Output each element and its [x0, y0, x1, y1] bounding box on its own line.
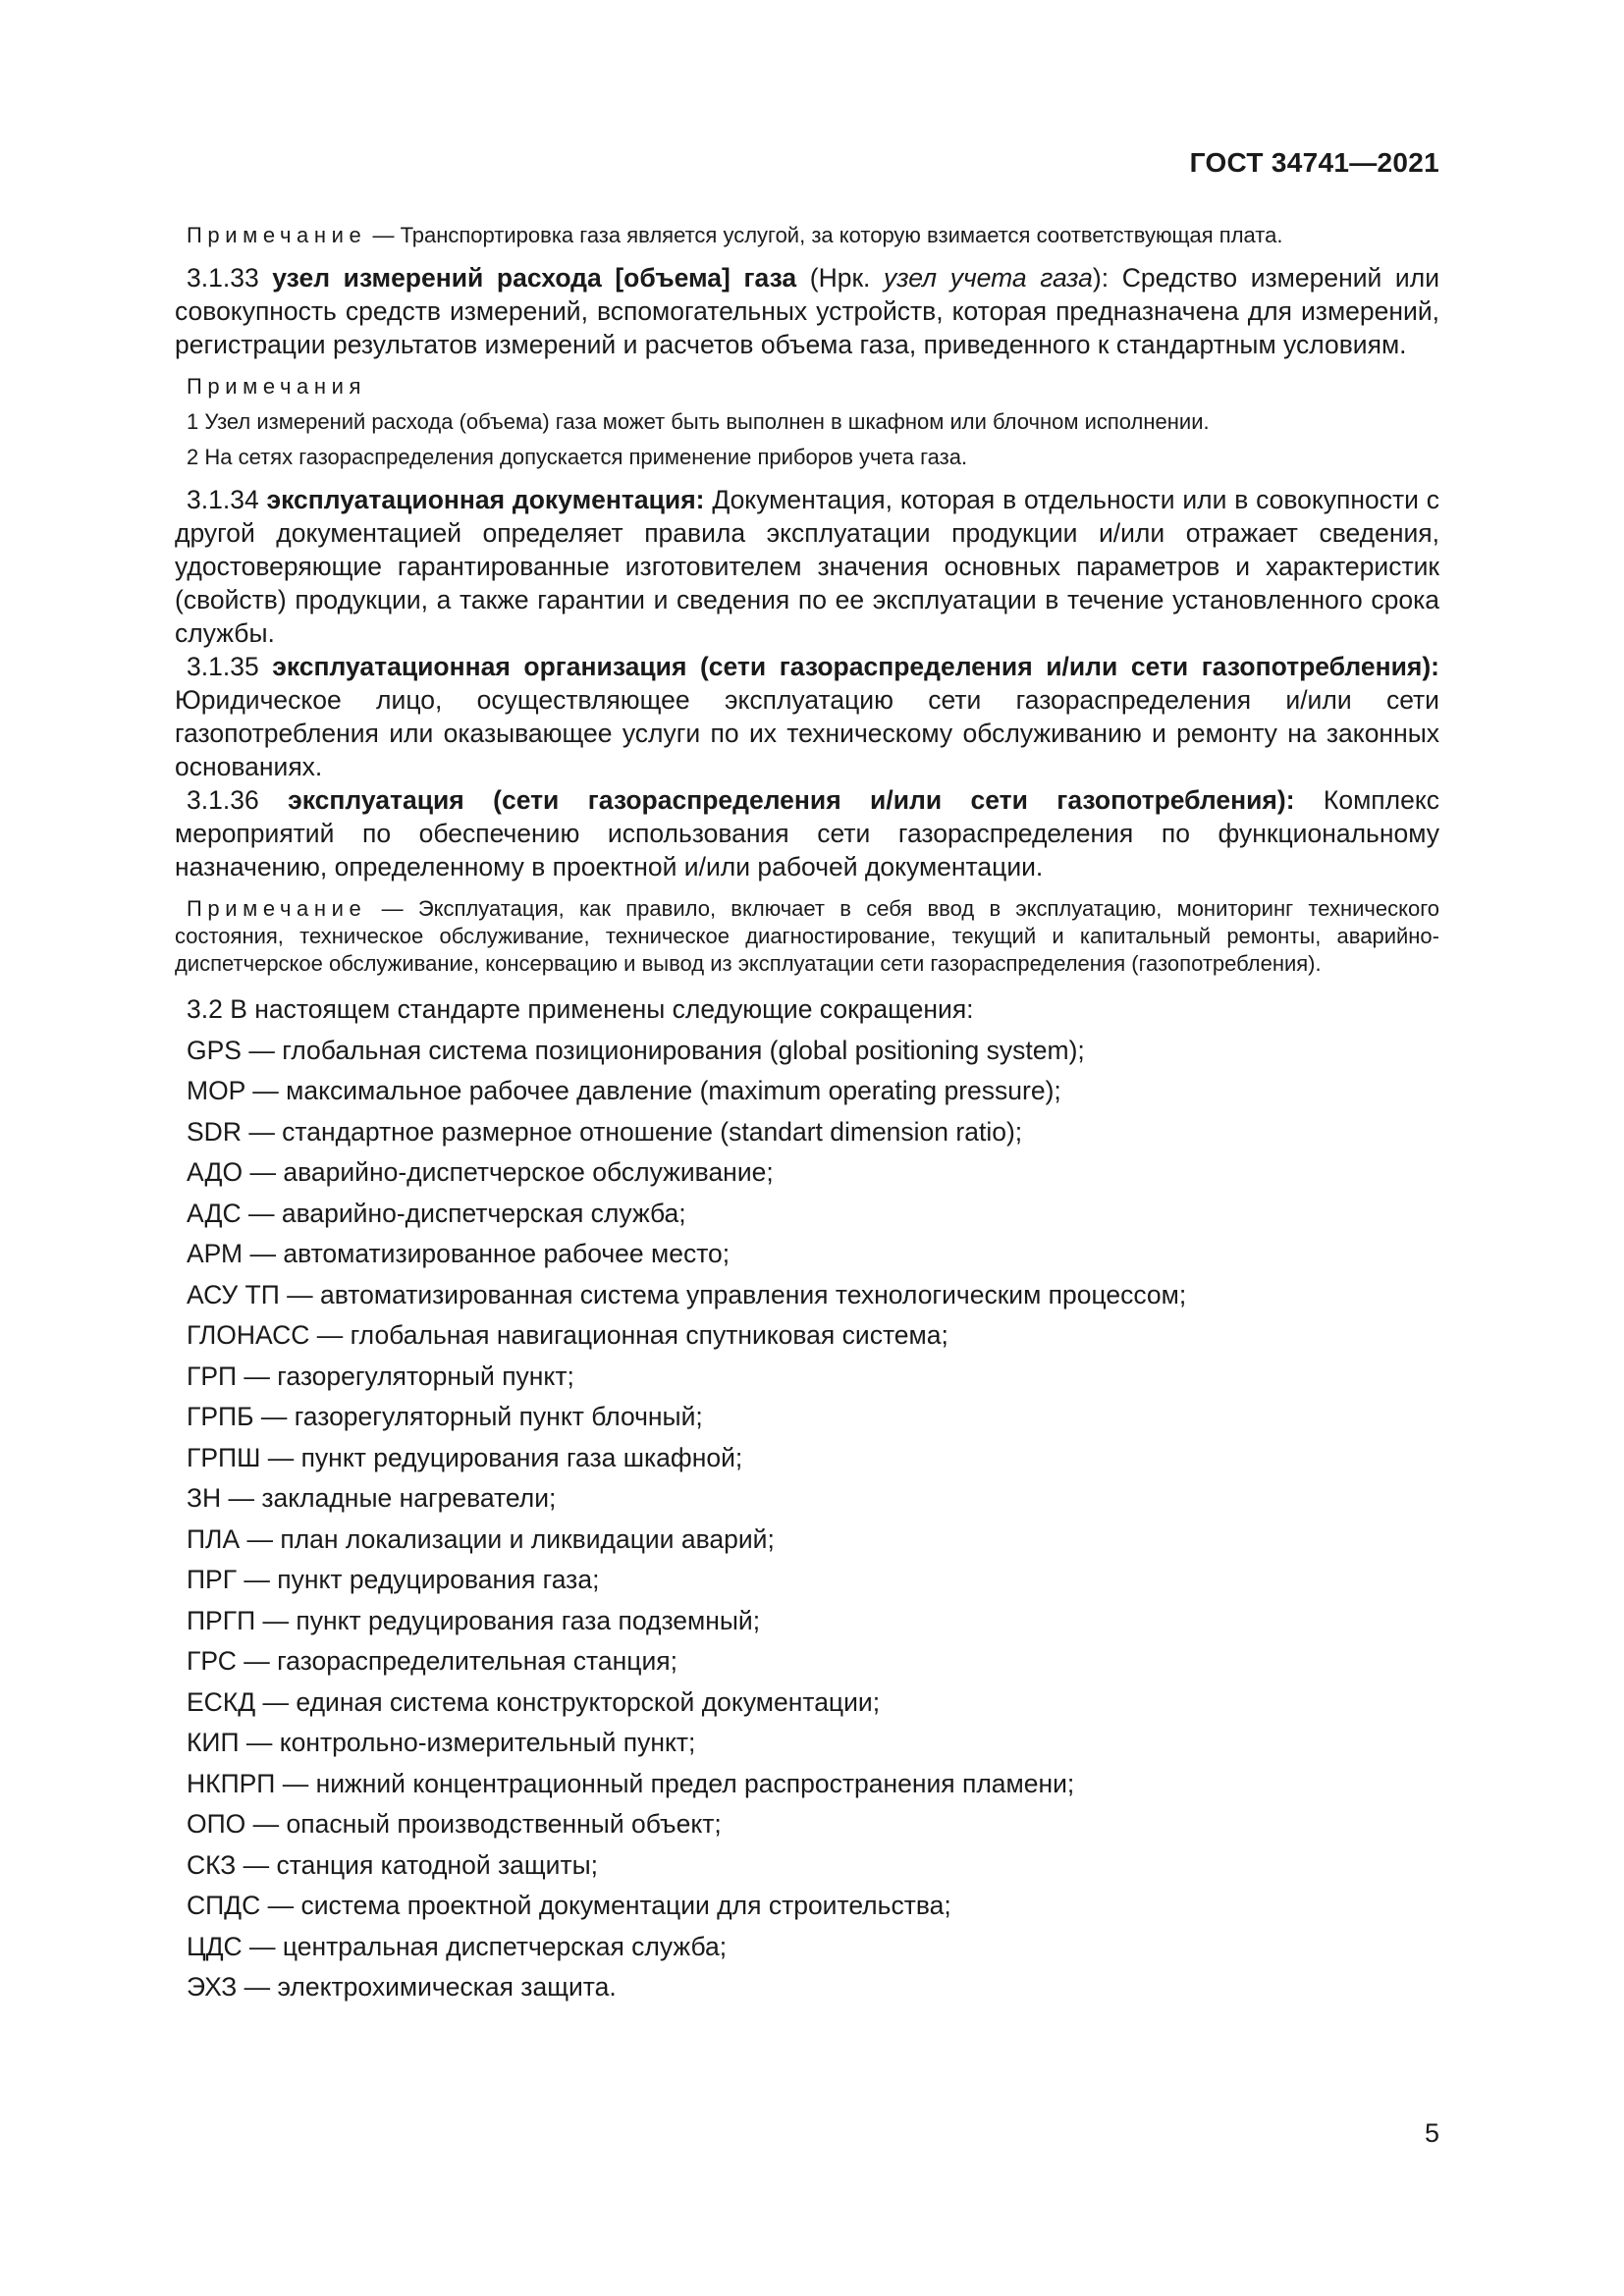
abbreviations-intro: 3.2 В настоящем стандарте применены следующие сокращения:	[187, 994, 974, 1024]
definition-term: узел измерений расхода [объема] газа	[272, 263, 797, 293]
deprecated-term: узел учета газа	[884, 263, 1093, 293]
definition-body: ): Средство измерений или совокупность средств измерений, вспомогательных устройств, которая предназначена для измерений, регистрации результатов измерений и расчетов объема газа, приведенного к стандартным условиям.	[175, 263, 1439, 359]
abbreviation-item: ЭХЗ — электрохимическая защита.	[187, 1972, 617, 2002]
definition-number: 3.1.36	[187, 785, 289, 815]
note-item: 2 На сетях газораспределения допускается применение приборов учета газа.	[187, 445, 968, 469]
definition-body: Документация, которая в отдельности или в совокупности с другой документацией определяет правила эксплуатации продукции и/или отражает сведения, удостоверяющие гарантированные изготовителем значения основных параметров и характеристик (свойств) продукции, а также гарантии и сведения по ее эксплуатации в течение установленного срока службы.	[175, 485, 1440, 648]
abbreviation-item: ГРПШ — пункт редуцирования газа шкафной;	[187, 1442, 743, 1472]
abbreviation-item: НКПРП — нижний концентрационный предел распространения пламени;	[187, 1768, 1075, 1798]
note-label: Примечание	[187, 223, 367, 247]
definition-3-1-33: 3.1.33 узел измерений расхода [объема] газа (Нрк. узел учета газа): Средство измерений или совокупность средств измерений, вспомогательных устройств, которая предназначена для измерений, регистрации результатов измерений и расчетов объема газа, приведенного к стандартным условиям.	[175, 263, 1439, 359]
definition-number: 3.1.35	[187, 652, 273, 681]
abbreviation-item: СПДС — система проектной документации для строительства;	[187, 1891, 951, 1920]
note-text: — Транспортировка газа является услугой, за которую взимается соответствующая плата.	[366, 223, 1283, 247]
abbreviation-item: АДО — аварийно-диспетчерское обслуживание;	[187, 1157, 774, 1187]
definition-number: 3.1.33	[187, 263, 273, 293]
definition-term: эксплуатационная документация:	[266, 485, 705, 514]
abbreviation-item: АСУ ТП — автоматизированная система управления технологическим процессом;	[187, 1279, 1187, 1309]
definition-body: Юридическое лицо, осуществляющее эксплуатацию сети газораспределения и/или сети газопотребления или оказывающее услуги по их техническому обслуживанию и ремонту на законных основаниях.	[175, 685, 1439, 781]
abbreviation-item: ГЛОНАСС — глобальная навигационная спутниковая система;	[187, 1320, 948, 1350]
abbreviation-item: ГРП — газорегуляторный пункт;	[187, 1361, 574, 1391]
page-number: 5	[1424, 2118, 1439, 2148]
abbreviation-item: ПЛА — план локализации и ликвидации аварий;	[187, 1523, 775, 1554]
abbreviation-item: ГРПБ — газорегуляторный пункт блочный;	[187, 1402, 703, 1431]
abbreviation-item: MOP — максимальное рабочее давление (maximum operating pressure);	[187, 1076, 1061, 1105]
page-content	[175, 222, 1439, 2008]
abbreviation-item: ЦДС — центральная диспетчерская служба;	[187, 1931, 728, 1961]
definition-3-1-35	[175, 650, 1439, 783]
abbreviations-list	[175, 989, 1439, 2008]
note-transport	[175, 222, 1439, 249]
definition-body: Комплекс мероприятий по обеспечению использования сети газораспределения по функциональному назначению, определенному в проектной и/или рабочей документации.	[175, 785, 1440, 881]
definition-term: эксплуатация (сети газораспределения и/или сети газопотребления):	[288, 785, 1295, 815]
definition-term: эксплуатационная организация (сети газораспределения и/или сети газопотребления):	[272, 652, 1439, 681]
definition-3-1-34	[175, 483, 1439, 650]
document-standard-number: ГОСТ 34741—2021	[1189, 147, 1439, 178]
abbreviation-item: ОПО — опасный производственный объект;	[187, 1809, 722, 1839]
abbreviation-item: ПРГП — пункт редуцирования газа подземный;	[187, 1605, 761, 1635]
abbreviation-item: SDR — стандартное размерное отношение (standart dimension ratio);	[187, 1116, 1023, 1147]
note-item: 1 Узел измерений расхода (объема) газа может быть выполнен в шкафном или блочном исполнении.	[187, 409, 1210, 434]
abbreviation-item: ГРС — газораспределительная станция;	[187, 1646, 677, 1676]
abbreviation-item: СКЗ — станция катодной защиты;	[187, 1849, 599, 1880]
abbreviation-item: ПРГ — пункт редуцирования газа;	[187, 1565, 600, 1594]
note-text: — Эксплуатация, как правило, включает в себя ввод в эксплуатацию, мониторинг технического состояния, техническое обслуживание, техническое диагностирование, текущий и капитальный ремонты, аварийно-диспетчерское обслуживание, консервацию и вывод из эксплуатации сети газораспределения (газопотребления).	[175, 896, 1439, 976]
abbreviation-item: КИП — контрольно-измерительный пункт;	[187, 1728, 696, 1757]
abbreviation-item: ЗН — закладные нагреватели;	[187, 1483, 557, 1513]
note-label: Примечание	[187, 896, 367, 921]
definition-number: 3.1.34	[187, 485, 267, 514]
abbreviation-item: АРМ — автоматизированное рабочее место;	[187, 1239, 731, 1268]
notes-heading: Примечания	[187, 374, 367, 399]
note-exploitation	[175, 895, 1439, 978]
definition-3-1-36	[175, 783, 1439, 883]
abbreviation-item: GPS — глобальная система позиционирования (global positioning system);	[187, 1035, 1085, 1065]
abbreviation-item: АДС — аварийно-диспетчерская служба;	[187, 1198, 686, 1228]
abbreviation-item: ЕСКД — единая система конструкторской документации;	[187, 1686, 881, 1717]
